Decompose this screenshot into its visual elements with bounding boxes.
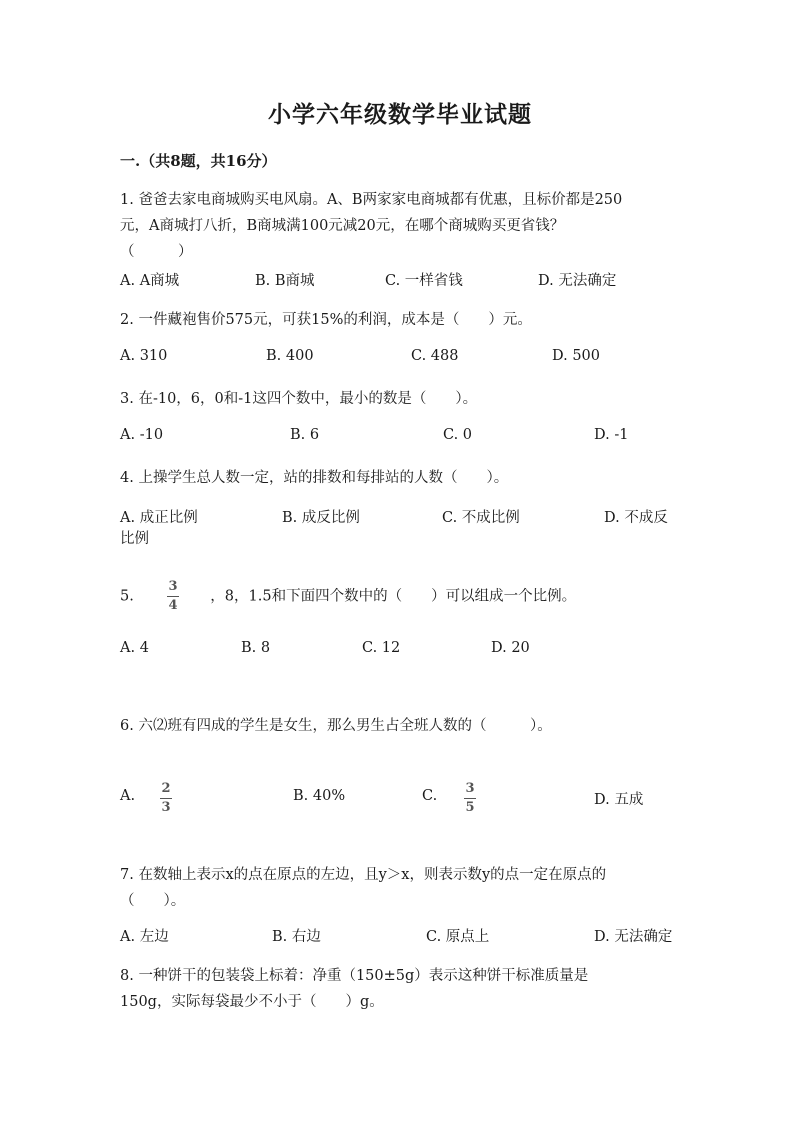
question-1 [120,187,680,265]
section-heading: 一.（共8题，共16分） [120,152,277,170]
question-8-line-2: 150g，实际每袋最少不小于（ ）g。 [120,994,384,1010]
option-c[interactable]: C. 一样省钱 [385,273,463,289]
question-1-line-3: （ ） [120,244,193,260]
fraction-denominator: 4 [168,598,178,613]
question-2: 2. 一件藏袍售价575元，可获15%的利润，成本是（ ）元。 [120,312,532,328]
question-4-option-d-wrap: 比例 [120,531,149,547]
option-b[interactable]: B. 6 [290,427,320,443]
option-d[interactable]: D. 五成 [594,792,644,808]
fraction-bar [160,798,172,799]
fraction-three-fifths [464,782,476,815]
fraction-numerator: 2 [161,781,171,796]
option-c[interactable]: C. [422,788,438,804]
question-2-options [120,348,690,372]
option-c[interactable]: C. 12 [362,640,401,656]
fraction-two-thirds [160,782,172,815]
option-c[interactable]: C. 原点上 [426,929,490,945]
question-4: 4. 上操学生总人数一定，站的排数和每排站的人数（ ）。 [120,470,509,486]
option-a[interactable]: A. 左边 [120,929,169,945]
option-c[interactable]: C. 0 [443,427,473,443]
question-8-line-1: 8. 一种饼干的包装袋上标着：净重（150±5g）表示这种饼干标准质量是 [120,968,589,984]
option-a[interactable]: A. [120,788,136,804]
option-b[interactable]: B. 成反比例 [282,510,360,526]
page-title: 小学六年级数学毕业试题 [268,101,532,128]
option-a[interactable]: A. A商城 [120,273,180,289]
option-d[interactable]: D. 不成反 [604,510,668,526]
question-1-line-2: 元，A商城打八折，B商城满100元减20元，在哪个商城购买更省钱？ [120,218,565,234]
question-7-line-2: （ ）。 [120,893,186,909]
option-d[interactable]: D. 20 [491,640,530,656]
question-6: 6. 六⑵班有四成的学生是女生，那么男生占全班人数的（ ）。 [120,718,552,734]
question-6-options [120,781,690,820]
option-b[interactable]: B. 400 [266,348,314,364]
option-c[interactable]: C. 488 [411,348,459,364]
question-5-number: 5. [120,588,134,605]
option-d[interactable]: D. 500 [552,348,601,364]
question-5-options [120,640,690,664]
question-7 [120,862,680,914]
fraction-three-quarters [167,580,179,613]
option-b[interactable]: B. 右边 [272,929,321,945]
option-b[interactable]: B. 40% [293,788,346,804]
fraction-numerator: 3 [465,781,475,796]
option-a[interactable]: A. 310 [120,348,168,364]
question-5 [120,580,680,613]
option-a[interactable]: A. 成正比例 [120,510,198,526]
fraction-denominator: 3 [161,800,171,815]
option-a[interactable]: A. 4 [120,640,149,656]
question-7-options [120,925,690,949]
option-c[interactable]: C. 不成比例 [442,510,520,526]
option-b[interactable]: B. 8 [241,640,271,656]
option-a[interactable]: A. -10 [120,427,164,443]
option-d[interactable]: D. 无法确定 [594,929,673,945]
question-3-options [120,427,690,451]
question-1-options [120,269,690,293]
question-5-text: ，8，1.5和下面四个数中的（ ）可以组成一个比例。 [210,588,577,605]
fraction-numerator: 3 [168,579,178,594]
fraction-denominator: 5 [465,800,475,815]
question-8 [120,963,680,1015]
question-7-line-1: 7. 在数轴上表示x的点在原点的左边，且y＞x，则表示数y的点一定在原点的 [120,867,607,883]
fraction-bar [167,596,179,597]
option-b[interactable]: B. B商城 [255,273,315,289]
option-d[interactable]: D. -1 [594,427,629,443]
question-3: 3. 在-10，6，0和-1这四个数中，最小的数是（ ）。 [120,391,478,407]
option-d[interactable]: D. 无法确定 [538,273,617,289]
question-1-line-1: 1. 爸爸去家电商城购买电风扇。A、B两家家电商城都有优惠，且标价都是250 [120,192,623,208]
fraction-bar [464,798,476,799]
